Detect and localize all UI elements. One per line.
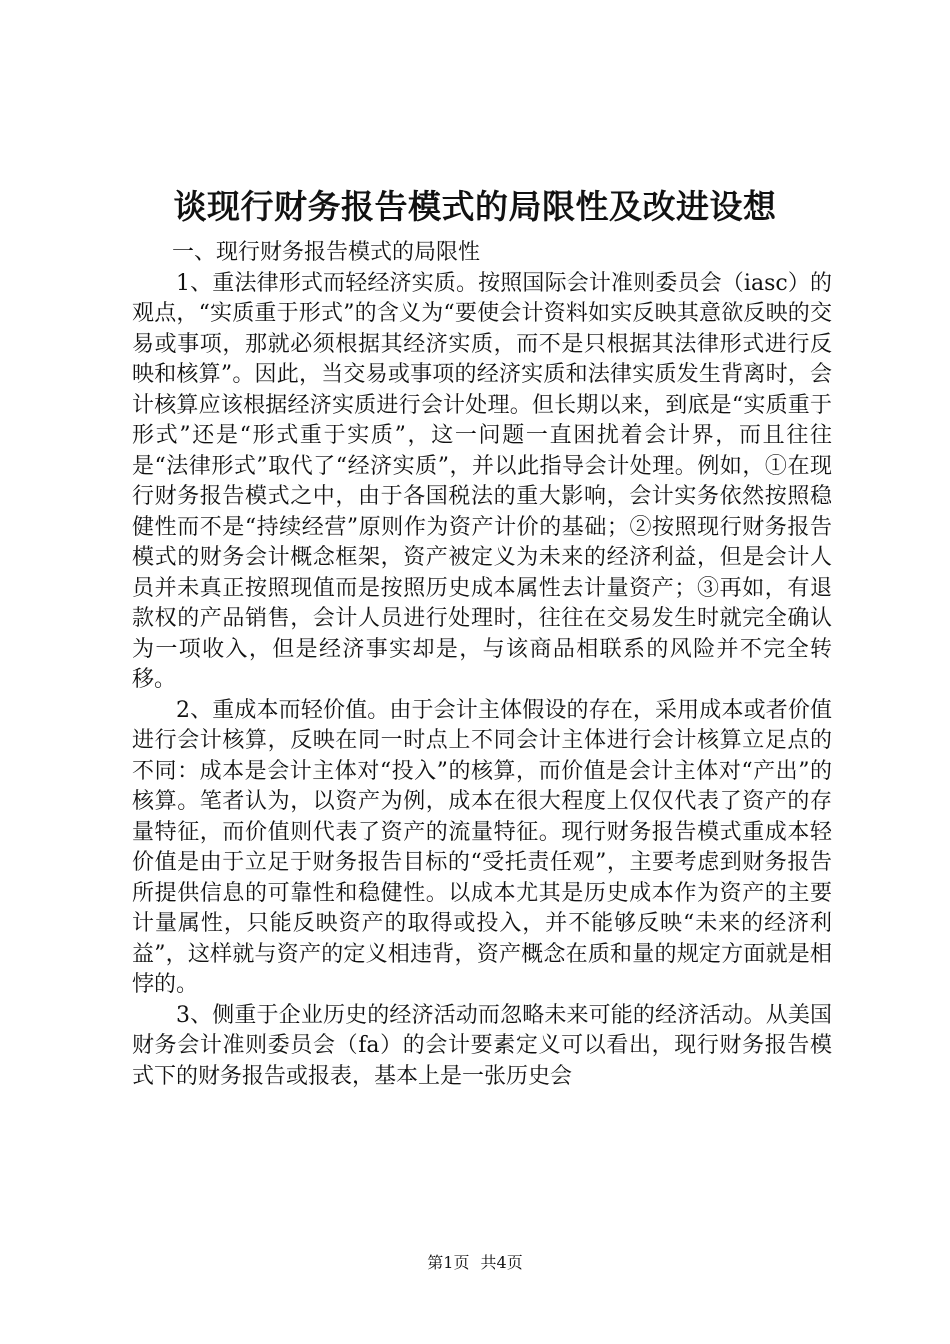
page-footer — [0, 1252, 950, 1274]
page-total: 共4页 — [480, 1253, 523, 1272]
paragraph-2: 2、重成本而轻价值。由于会计主体假设的存在，采用成本或者价值进行会计核算，反映在同一时点上不同会计主体进行会计核算立足点的不同：成本是会计主体对“投入”的核算，而价值是会计主体对“产出”的核算。笔者认为，以资产为例，成本在很大程度上仅仅代表了资产的存量特征，而价值则代表了资产的流量特征。现行财务报告模式重成本轻价值是由于立足于财务报告目标的“受托责任观”，主要考虑到财务报告所提供信息的可靠性和稳健性。以成本尤其是历史成本作为资产的主要计量属性，只能反映资产的取得或投入，并不能够反映“未来的经济利益”，这样就与资产的定义相违背，资产概念在质和量的规定方面就是相悖的。 — [132, 697, 832, 997]
paragraph-1: 1、重法律形式而轻经济实质。按照国际会计准则委员会（iasc）的观点，“实质重于形式”的含义为“要使会计资料如实反映其意欲反映的交易或事项，那就必须根据其经济实质，而不是只根据其法律形式进行反映和核算”。因此，当交易或事项的经济实质和法律实质发生背离时，会计核算应该根据经济实质进行会计处理。但长期以来，到底是“实质重于形式”还是“形式重于实质”，这一问题一直困扰着会计界，而且往往是“法律形式”取代了“经济实质”，并以此指导会计处理。例如，①在现行财务报告模式之中，由于各国税法的重大影响，会计实务依然按照稳健性而不是“持续经营”原则作为资产计价的基础；②按照现行财务报告模式的财务会计概念框架，资产被定义为未来的经济利益，但是会计人员并未真正按照现值而是按照历史成本属性去计量资产；③再如，有退款权的产品销售，会计人员进行处理时，往往在交易发生时就完全确认为一项收入，但是经济事实却是，与该商品相联系的风险并不完全转移。 — [132, 270, 832, 692]
section-heading: 一、现行财务报告模式的局限性 — [172, 240, 481, 265]
document-body — [132, 238, 832, 1092]
paragraph-3: 3、侧重于企业历史的经济活动而忽略未来可能的经济活动。从美国财务会计准则委员会（fa）的会计要素定义可以看出，现行财务报告模式下的财务报告或报表，基本上是一张历史会 — [132, 1002, 832, 1089]
document-title: 谈现行财务报告模式的局限性及改进设想 — [173, 187, 777, 226]
page-number: 第1页 — [427, 1253, 470, 1272]
